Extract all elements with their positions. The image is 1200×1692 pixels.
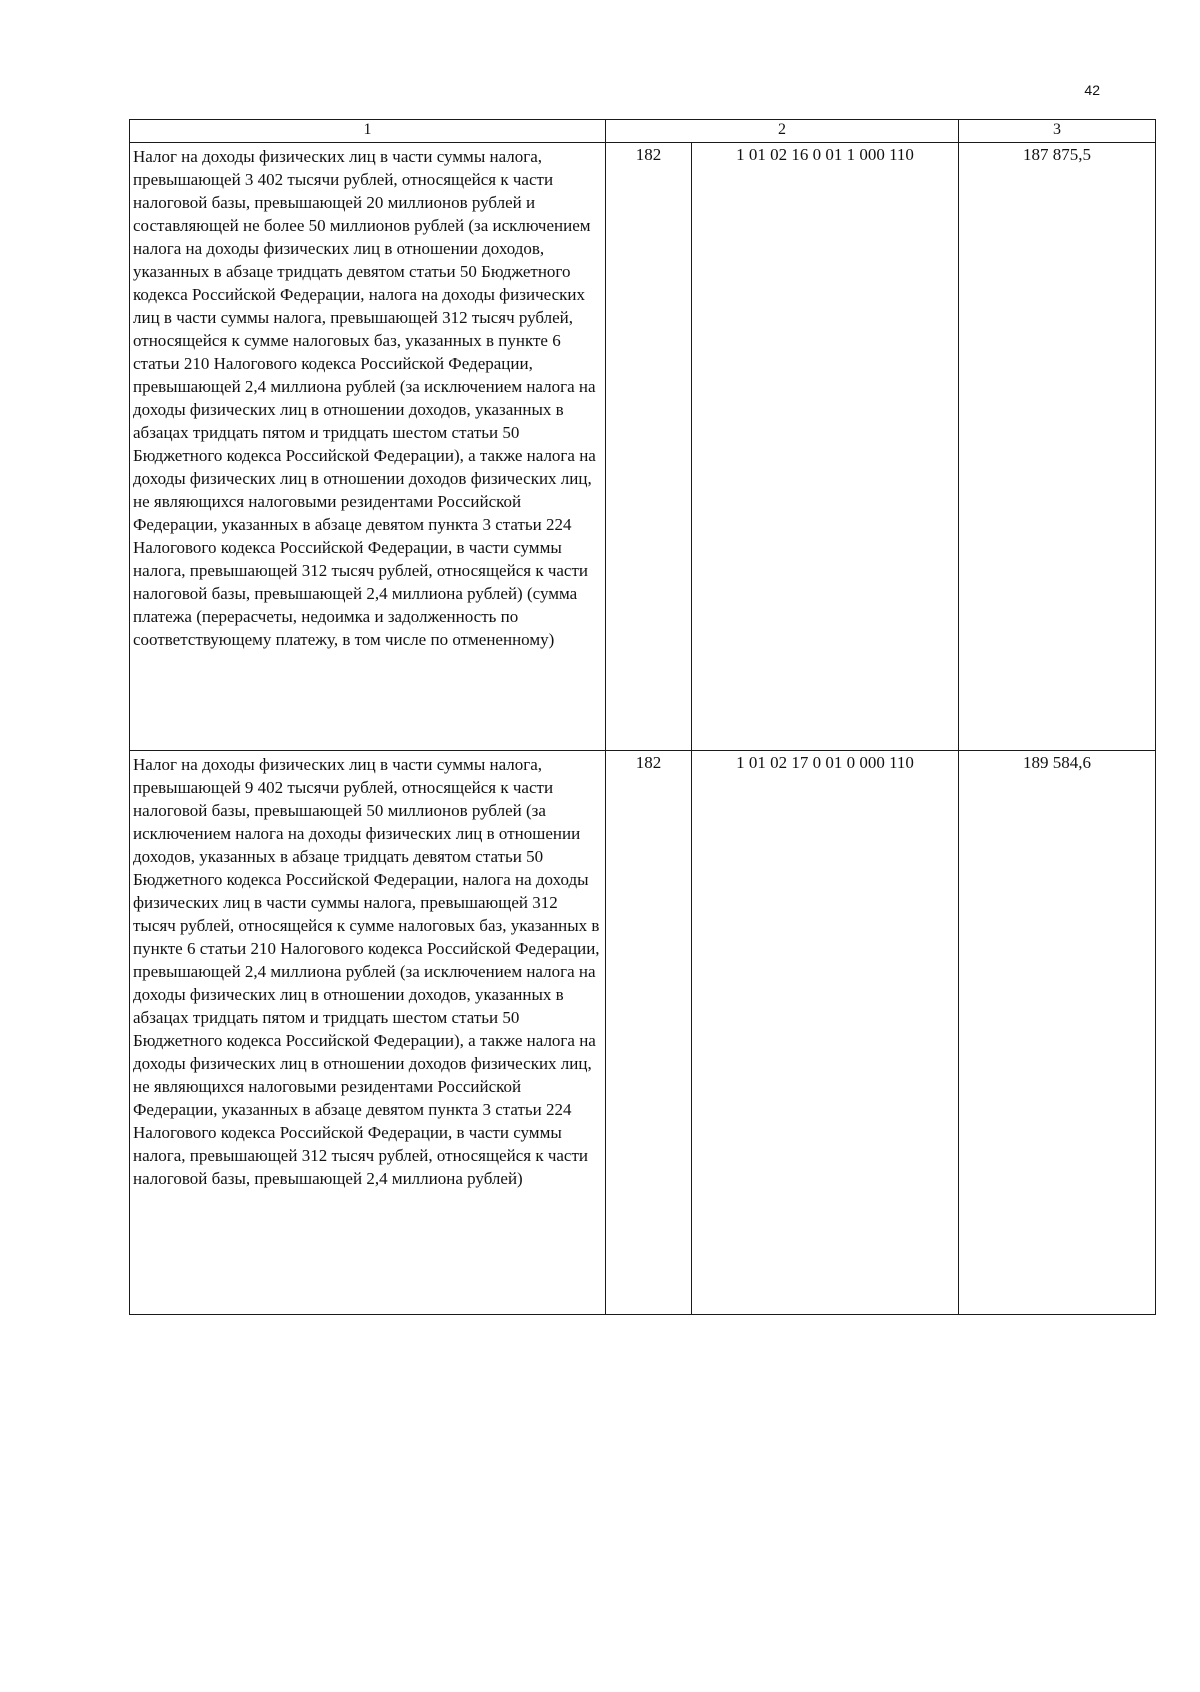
header-col-3: 3 bbox=[959, 120, 1156, 143]
row-amount: 187 875,5 bbox=[959, 143, 1156, 751]
table-row bbox=[130, 143, 1156, 751]
page-number: 42 bbox=[1084, 82, 1100, 98]
row-budget-code: 1 01 02 16 0 01 1 000 110 bbox=[692, 143, 959, 751]
header-col-2: 2 bbox=[606, 120, 959, 143]
row-admin-code: 182 bbox=[606, 143, 692, 751]
row-admin-code: 182 bbox=[606, 751, 692, 1315]
row-description bbox=[130, 751, 606, 1315]
row-amount: 189 584,6 bbox=[959, 751, 1156, 1315]
row-budget-code: 1 01 02 17 0 01 0 000 110 bbox=[692, 751, 959, 1315]
revenue-table bbox=[129, 119, 1156, 1315]
row-description bbox=[130, 143, 606, 751]
table-row bbox=[130, 751, 1156, 1315]
table-header-row bbox=[130, 120, 1156, 143]
row-description-text: Налог на доходы физических лиц в части суммы налога, превышающей 9 402 тысячи рублей, относящейся к части налоговой базы, превышающей 50 миллионов рублей (за исключением налога на доходы физических лиц в отношении доходов, указанных в абзаце тридцать девятом статьи 50 Бюджетного кодекса Российской Федерации, налога на доходы физических лиц в части суммы налога, превышающей 312 тысяч рублей, относящейся к сумме налоговых баз, указанных в пункте 6 статьи 210 Налогового кодекса Российской Федерации, превышающей 2,4 миллиона рублей (за исключением налога на доходы физических лиц в отношении доходов, указанных в абзацах тридцать пятом и тридцать шестом статьи 50 Бюджетного кодекса Российской Федерации), а также налога на доходы физических лиц в отношении доходов физических лиц, не являющихся налоговыми резидентами Российской Федерации, указанных в абзаце девятом пункта 3 статьи 224 Налогового кодекса Российской Федерации, в части суммы налога, превышающей 312 тысяч рублей, относящейся к части налоговой базы, превышающей 2,4 миллиона рублей) bbox=[133, 755, 600, 1188]
row-description-text: Налог на доходы физических лиц в части суммы налога, превышающей 3 402 тысячи рублей, относящейся к части налоговой базы, превышающей 20 миллионов рублей и составляющей не более 50 миллионов рублей (за исключением налога на доходы физических лиц в отношении доходов, указанных в абзаце тридцать девятом статьи 50 Бюджетного кодекса Российской Федерации, налога на доходы физических лиц в части суммы налога, превышающей 312 тысяч рублей, относящейся к сумме налоговых баз, указанных в пункте 6 статьи 210 Налогового кодекса Российской Федерации, превышающей 2,4 миллиона рублей (за исключением налога на доходы физических лиц в отношении доходов, указанных в абзацах тридцать пятом и тридцать шестом статьи 50 Бюджетного кодекса Российской Федерации), а также налога на доходы физических лиц в отношении доходов физических лиц, не являющихся налоговыми резидентами Российской Федерации, указанных в абзаце девятом пункта 3 статьи 224 Налогового кодекса Российской Федерации, в части суммы налога, превышающей 312 тысяч рублей, относящейся к части налоговой базы, превышающей 2,4 миллиона рублей) (сумма платежа (перерасчеты, недоимка и задолженность по соответствующему платежу, в том числе по отмененному) bbox=[133, 147, 596, 649]
header-col-1: 1 bbox=[130, 120, 606, 143]
